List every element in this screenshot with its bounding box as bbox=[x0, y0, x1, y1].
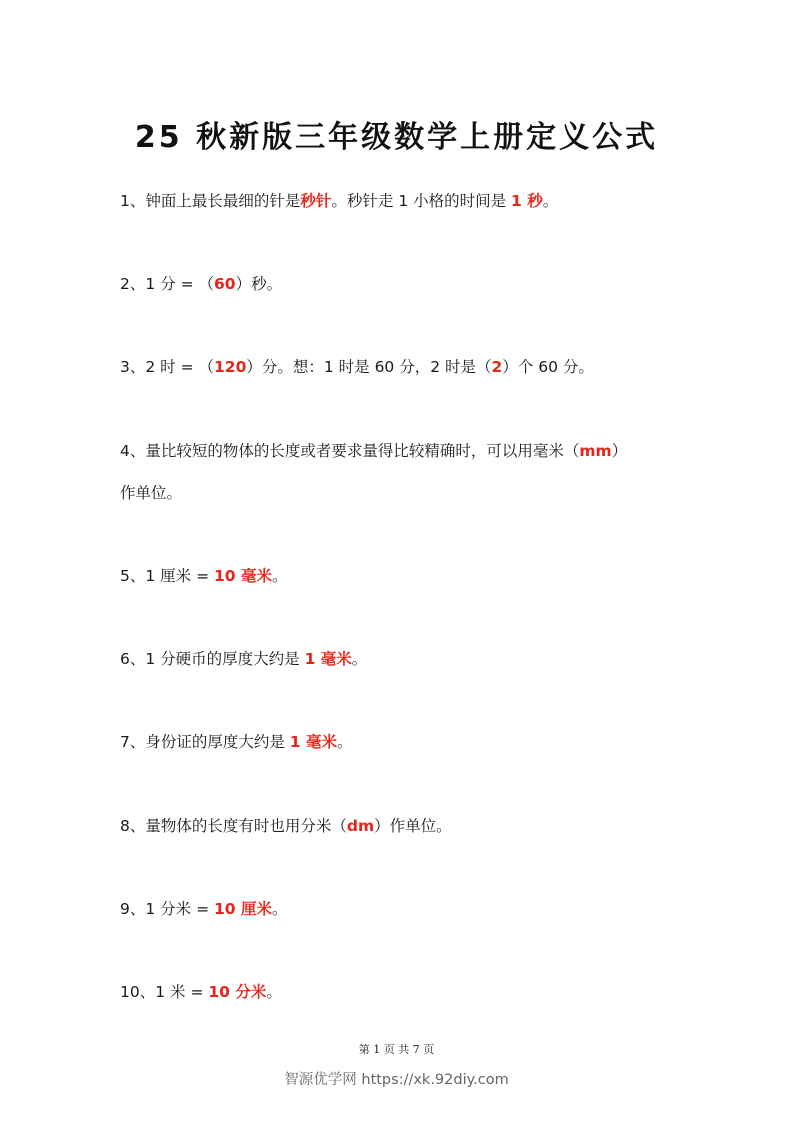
list-item: 6、1 分硬币的厚度大约是 1 毫米。 bbox=[120, 650, 368, 668]
answer-highlight: 1 秒 bbox=[511, 192, 543, 210]
answer-highlight: 10 毫米 bbox=[214, 567, 272, 585]
answer-highlight: mm bbox=[579, 442, 612, 460]
list-item: 2、1 分 = （60）秒。 bbox=[120, 275, 283, 293]
answer-highlight: 60 bbox=[214, 275, 236, 293]
answer-highlight: dm bbox=[346, 817, 375, 835]
answer-highlight: 1 毫米 bbox=[289, 733, 337, 751]
list-item: 1、钟面上最长最细的针是秒针。秒针走 1 小格的时间是 1 秒。 bbox=[120, 192, 559, 210]
list-item: 8、量物体的长度有时也用分米（dm）作单位。 bbox=[120, 817, 452, 835]
list-item: 7、身份证的厚度大约是 1 毫米。 bbox=[120, 733, 353, 751]
answer-highlight: 2 bbox=[491, 358, 503, 376]
list-item: 10、1 米 = 10 分米。 bbox=[120, 983, 282, 1001]
answer-highlight: 秒针 bbox=[300, 192, 332, 210]
page-indicator: 第 1 页 共 7 页 bbox=[358, 1043, 435, 1056]
answer-highlight: 1 毫米 bbox=[304, 650, 352, 668]
list-item: 4、量比较短的物体的长度或者要求量得比较精确时，可以用毫米（mm） 作单位。 bbox=[120, 442, 628, 502]
answer-highlight: 10 厘米 bbox=[214, 900, 272, 918]
list-item: 9、1 分米 = 10 厘米。 bbox=[120, 900, 288, 918]
site-watermark: 智源优学网 https://xk.92diy.com bbox=[284, 1072, 509, 1088]
answer-highlight: 10 分米 bbox=[208, 983, 267, 1001]
list-item: 3、2 时 = （120）分。想：1 时是 60 分，2 时是（2）个 60 分。 bbox=[120, 358, 594, 376]
list-item: 5、1 厘米 = 10 毫米。 bbox=[120, 567, 288, 585]
page-title: 25 秋新版三年级数学上册定义公式 bbox=[134, 120, 659, 155]
answer-highlight: 120 bbox=[214, 358, 247, 376]
